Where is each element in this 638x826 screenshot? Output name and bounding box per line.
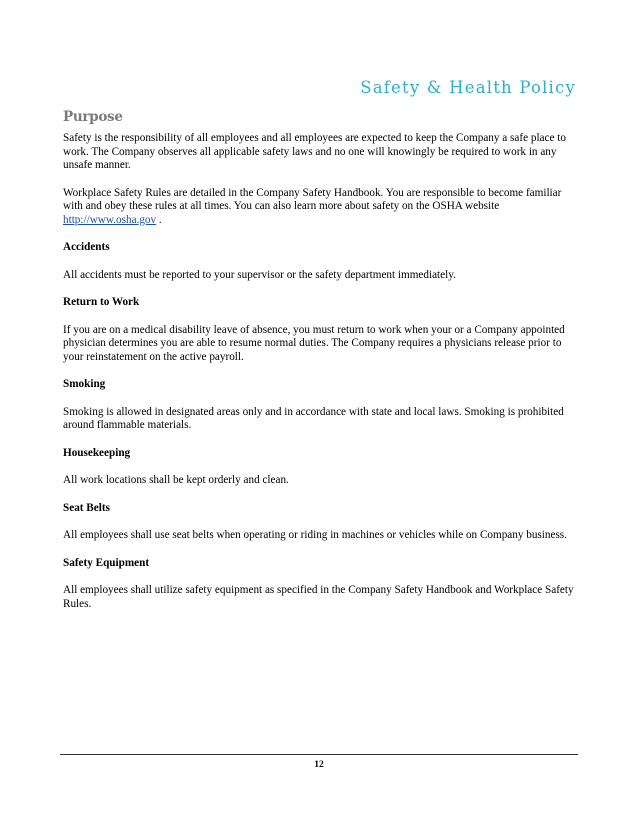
section-body-return-to-work: If you are on a medical disability leave of absence, you must return to work when your or a Company appointed physician determines you are able to resume normal duties. The Company requires a physicians release prior to your reinstatement on the active payroll. bbox=[63, 323, 565, 363]
purpose-paragraph-2 bbox=[63, 187, 583, 228]
purpose-paragraph-2-text: Workplace Safety Rules are detailed in the Company Safety Handbook. You are responsible to become familiar with and obey these rules at all times. You can also learn more about safety on the OSHA website bbox=[63, 186, 562, 212]
footer-divider bbox=[60, 754, 578, 755]
purpose-heading: Purpose bbox=[63, 109, 123, 125]
section-body-safety-equipment: All employees shall utilize safety equipment as specified in the Company Safety Handbook and Workplace Safety Rules. bbox=[63, 584, 574, 610]
document-body bbox=[63, 109, 583, 625]
section-heading-safety-equipment: Safety Equipment bbox=[63, 556, 150, 569]
section-body-smoking: Smoking is allowed in designated areas only and in accordance with state and local laws. Smoking is prohibited around flammable materials. bbox=[63, 405, 564, 431]
section-body-housekeeping: All work locations shall be kept orderly and clean. bbox=[63, 474, 289, 486]
purpose-paragraph-1: Safety is the responsibility of all employees and all employees are expected to keep the Company a safe place to work. The Company observes all applicable safety laws and no one will knowingly be required to work in any unsafe manner. bbox=[63, 132, 566, 171]
osha-website-link[interactable]: http://www.osha.gov bbox=[63, 213, 157, 226]
section-heading-smoking: Smoking bbox=[63, 378, 106, 390]
section-heading-accidents: Accidents bbox=[63, 241, 110, 253]
section-body-accidents: All accidents must be reported to your supervisor or the safety department immediately. bbox=[63, 268, 456, 281]
purpose-paragraph-2-end: . bbox=[156, 213, 162, 226]
section-heading-seat-belts: Seat Belts bbox=[63, 501, 110, 514]
page-number: 12 bbox=[314, 760, 324, 770]
section-body-seat-belts: All employees shall use seat belts when operating or riding in machines or vehicles while on Company business. bbox=[63, 529, 567, 541]
section-heading-housekeeping: Housekeeping bbox=[63, 446, 131, 459]
section-heading-return-to-work: Return to Work bbox=[63, 296, 140, 308]
page-title: Safety & Health Policy bbox=[360, 78, 576, 97]
